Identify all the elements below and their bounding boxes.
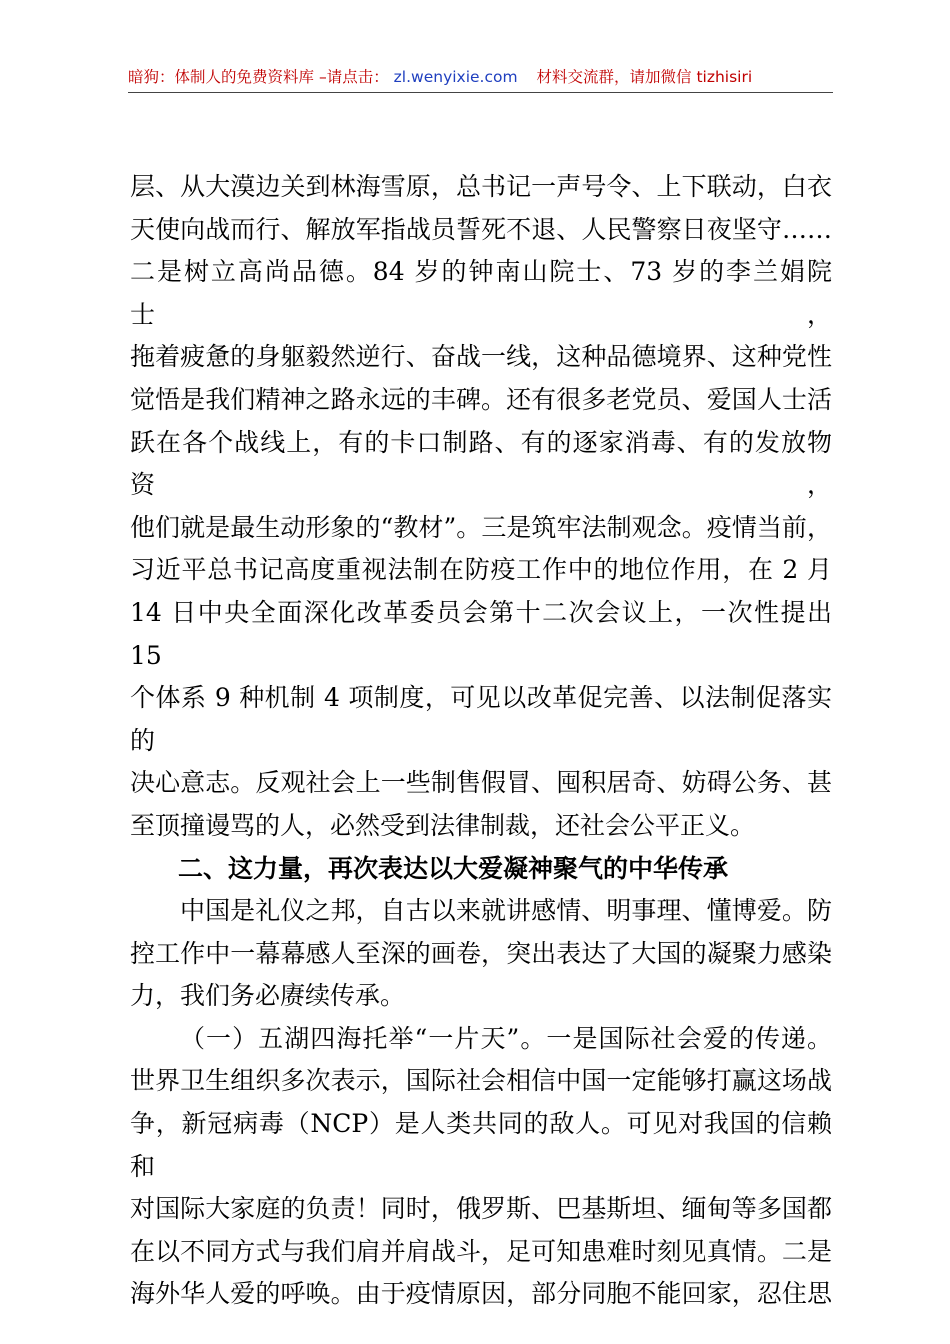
text-line: （一）五湖四海托举“一片天”。一是国际社会爱的传递。 [180, 1023, 832, 1053]
header-separator: – [318, 68, 327, 86]
text-line: 个体系 9 种机制 4 项制度，可见以改革促完善、以法制促落实的 [130, 683, 832, 755]
section-heading: 二、这力量，再次表达以大爱凝神聚气的中华传承 [178, 853, 729, 883]
text-line: 他们就是最生动形象的“教材”。三是筑牢法制观念。疫情当前， [130, 512, 832, 542]
text-line: 觉悟是我们精神之路永远的丰碑。还有很多老党员、爱国人士活 [130, 384, 832, 414]
text-line: 中国是礼仪之邦，自古以来就讲感情、明事理、懂博爱。防 [180, 896, 832, 926]
text-line: 二是树立高尚品德。84 岁的钟南山院士、73 岁的李兰娟院士， [130, 257, 832, 329]
paragraph-2 [130, 890, 832, 1018]
text-line: 力，我们务必赓续传承。 [130, 981, 406, 1011]
text-line: 跃在各个战线上，有的卡口制路、有的逐家消毒、有的发放物资， [130, 427, 832, 500]
text-line: 拖着疲惫的身躯毅然逆行、奋战一线，这种品德境界、这种党性 [130, 342, 832, 372]
header-brand: 暗狗：体制人的免费资料库 [128, 68, 315, 86]
text-line: 在以不同方式与我们肩并肩战斗，足可知患难时刻见真情。二是 [130, 1236, 832, 1266]
header-link-prompt: 请点击： [326, 68, 389, 86]
header-link[interactable]: zl.wenyixie.com [393, 68, 518, 86]
text-line: 习近平总书记高度重视法制在防疫工作中的地位作用，在 2 月 [130, 555, 832, 585]
text-line: 控工作中一幕幕感人至深的画卷，突出表达了大国的凝聚力感染 [130, 938, 832, 968]
page-header [128, 62, 833, 93]
header-group-text: 材料交流群，请加微信 tizhisiri [536, 68, 753, 86]
paragraph-3 [130, 1018, 832, 1316]
text-line: 海外华人爱的呼唤。由于疫情原因，部分同胞不能回家，忍住思 [130, 1279, 832, 1309]
paragraph-1 [130, 166, 832, 848]
text-line: 层、从大漠边关到林海雪原，总书记一声号令、上下联动，白衣 [130, 172, 832, 201]
text-line: 至顶撞谩骂的人，必然受到法律制裁，还社会公平正义。 [130, 810, 756, 840]
document-body [130, 166, 832, 1316]
text-line: 决心意志。反观社会上一些制售假冒、囤积居奇、妨碍公务、甚 [130, 768, 832, 798]
text-line: 天使向战而行、解放军指战员誓死不退、人民警察日夜坚守…… [130, 214, 832, 244]
text-line: 争，新冠病毒（NCP）是人类共同的敌人。可见对我国的信赖和 [130, 1109, 832, 1181]
text-line: 14 日中央全面深化改革委员会第十二次会议上，一次性提出 15 [130, 597, 832, 670]
text-line: 对国际大家庭的负责！同时，俄罗斯、巴基斯坦、缅甸等多国都 [130, 1194, 832, 1224]
text-line: 世界卫生组织多次表示，国际社会相信中国一定能够打赢这场战 [130, 1066, 832, 1096]
